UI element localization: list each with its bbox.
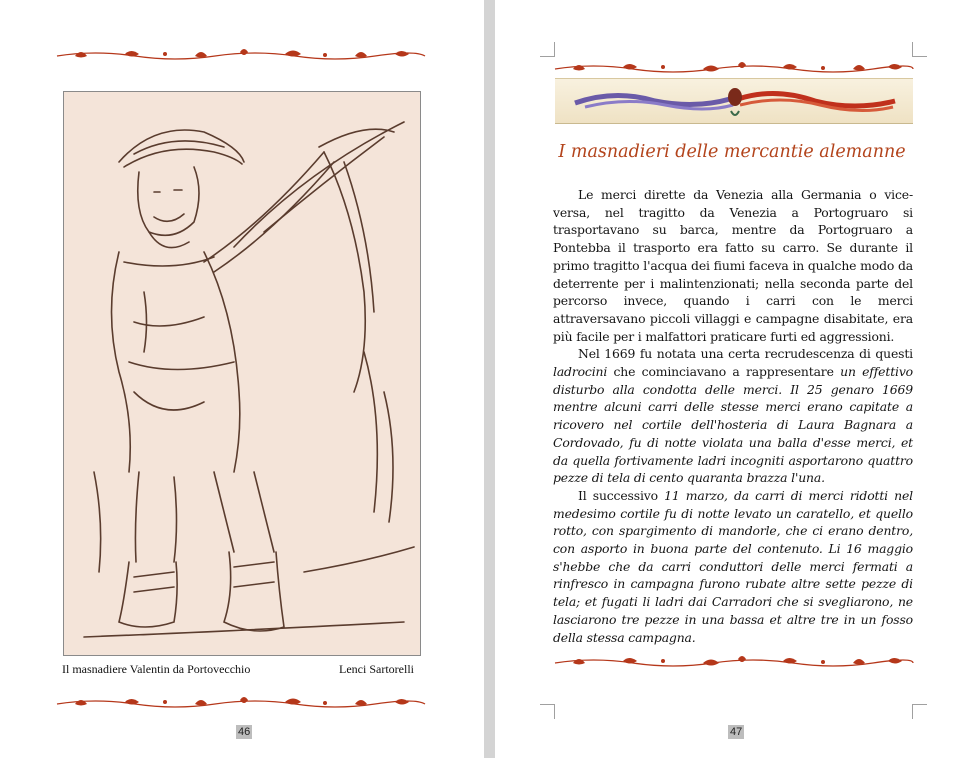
banner-illumination-icon — [555, 78, 913, 124]
crop-mark-icon — [912, 42, 927, 57]
crop-mark-icon — [540, 704, 555, 719]
right-bottom-vine-ornament-icon — [553, 652, 915, 670]
bottom-vine-ornament-icon — [55, 692, 427, 712]
top-vine-ornament-icon — [55, 44, 427, 64]
illustration-artist: Lenci Sartorelli — [339, 662, 414, 676]
crop-mark-icon — [912, 704, 927, 719]
illustration-caption: Il masnadiere Valentin da Portovecchio — [62, 662, 251, 676]
masnadiere-sketch-icon — [64, 92, 420, 655]
crop-mark-icon — [540, 42, 555, 57]
page-number-left: 46 — [238, 726, 251, 738]
page-number-right: 47 — [730, 726, 743, 738]
paragraph-2: Nel 1669 fu notata una certa recrudescenza di questi ladrocini che cominciavano a rappresentare un effettivo disturbo alla condotta delle merci. Il 25 genaro 1669 mentre alcuni carri delle stesse merci erano capitate a ricovero nel cortile dell'hosteria di Laura Bagnara a Cordovado, fu di notte violata una balla d'esse merci, et da quella fortivamente ladri incogniti asportarono quattro pezze di tela di cento quaranta brazza l'una. — [553, 346, 913, 486]
sketch-illustration — [63, 91, 421, 656]
right-top-vine-ornament-icon — [553, 58, 915, 76]
paragraph-3: Il successivo 11 marzo, da carri di merci ridotti nel medesimo cortile fu di notte levato un caratello, et quello rotto, con spargimento di mandorle, che ci erano dentro, con asporto in buona parte del contenuto. Li 16 maggio s'hebbe che da carri conduttori delle merci fermati a rinfresco in campagna furono rubate altre sette pezze di tela; et fugati li ladri dai Carradori che si svegliarono, ne lasciarono tre pezze in una bassa et altre tre in un fosso della stessa campagna. — [553, 487, 913, 645]
chapter-title: I masnadieri delle mercantie alemanne — [558, 142, 906, 162]
left-page — [0, 0, 484, 758]
paragraph-1: Le merci dirette da Venezia alla Germania o vice-versa, nel tragitto da Venezia a Portogruaro si trasportavano su barca, mentre da Portogruaro a Pontebba il trasporto era fatto su carro. Se durante il primo tragitto l'acqua dei fiumi faceva in qualche modo da deterrente per i malintenzionati; nella seconda parte del percorso invece, quando i carri con le merci attraversavano piccoli villaggi e campagne disabitate, era più facile per i malfattori praticare furti ed aggressioni. — [553, 187, 913, 344]
chapter-body — [553, 186, 913, 646]
page-gutter — [484, 0, 495, 758]
